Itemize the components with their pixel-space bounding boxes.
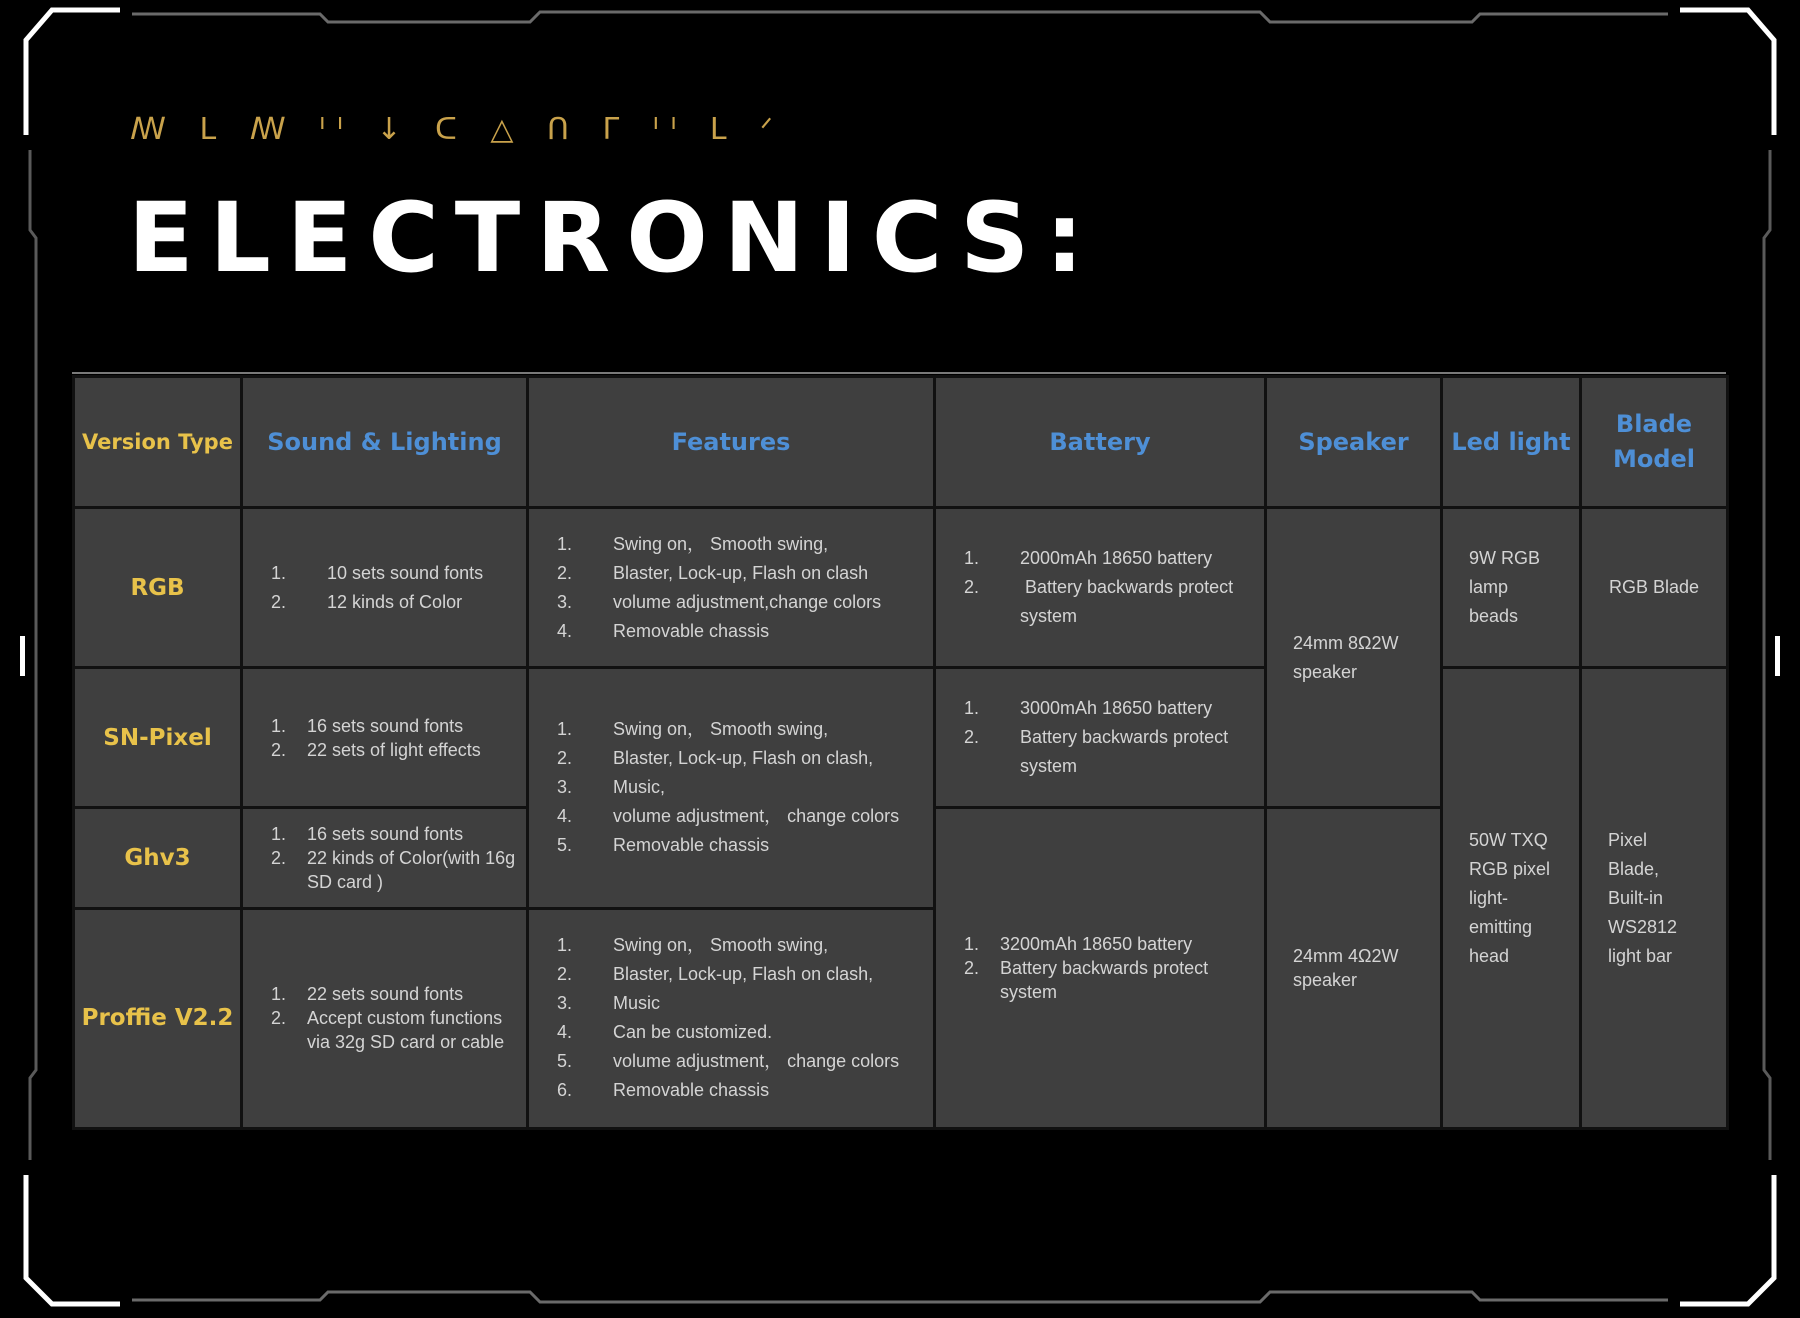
list-item: 2. Battery backwards protect system [964,727,1234,777]
battery-sn-pixel [935,668,1266,808]
list-item: 1. 16 sets sound fonts [271,715,464,736]
version-sn-pixel: SN-Pixel [74,668,242,808]
list-item: 1. 22 sets sound fonts [271,984,464,1005]
list-item: 6. Removable chassis [557,1080,770,1101]
list-item: 1. 10 sets sound fonts [271,562,484,583]
battery-bottom [935,808,1266,1129]
list-item: 2. Accept custom functions via 32g SD card or cable [271,1008,508,1053]
list-item: 3. volume adjustment,change colors [557,591,882,612]
list-item: 2. 22 sets of light effects [271,739,481,760]
version-rgb: RGB [74,508,242,668]
electronics-spec-table [72,375,1729,1130]
list-item: 2. 12 kinds of Color [271,591,463,612]
header-version-type: Version Type [74,377,242,508]
list-item: 2. Battery backwards protect system [964,958,1214,1003]
list-item: 1. Swing on， Smooth swing, [557,935,829,956]
header-battery: Battery [935,377,1266,508]
list-item: 1. Swing on， Smooth swing, [557,533,829,554]
features-pixel-ghv3 [528,668,935,908]
version-ghv3: Ghv3 [74,808,242,908]
page-title: ELECTRONICS: [128,182,1100,294]
sound-sn-pixel [242,668,528,808]
list-item: 3. Music [557,993,661,1014]
sound-rgb [242,508,528,668]
list-item: 2. Blaster, Lock-up, Flash on clash [557,562,869,583]
list-item: 3. Music, [557,777,666,798]
table-top-rule [72,372,1726,374]
list-item: 2. Blaster, Lock-up, Flash on clash, [557,964,874,985]
list-item: 1. Swing on， Smooth swing, [557,719,829,740]
sound-ghv3 [242,808,528,908]
list-item: 5. Removable chassis [557,835,770,856]
list-item: 5. volume adjustment， change colors [557,1051,900,1072]
header-blade-model: Blade Model [1581,377,1728,508]
list-item: 4. Can be customized. [557,1022,773,1043]
led-rgb: 9W RGB lamp beads [1442,508,1581,668]
header-speaker: Speaker [1266,377,1442,508]
table-row [74,508,1728,668]
header-sound-lighting: Sound & Lighting [242,377,528,508]
sound-proffie [242,908,528,1128]
list-item: 1. 3000mAh 18650 battery [964,698,1213,719]
features-rgb [528,508,935,668]
list-item: 4. volume adjustment， change colors [557,806,900,827]
battery-rgb [935,508,1266,668]
blade-bottom: Pixel Blade, Built-in WS2812 light bar [1581,668,1728,1129]
table-row [74,668,1728,808]
speaker-bottom: 24mm 4Ω2W speaker [1266,808,1442,1129]
table-header-row [74,377,1728,508]
list-item: 2. Battery backwards protect system [964,577,1239,627]
blade-rgb: RGB Blade [1581,508,1728,668]
speaker-top: 24mm 8Ω2W speaker [1266,508,1442,808]
alien-glyph-line: ꟿ ᒪ ꟿ ᑊᑊ ↓ ᑕ △ ᑎ ᒥ ᑊᑊ ᒪ ᐟ [130,112,785,147]
list-item: 1. 2000mAh 18650 battery [964,548,1213,569]
features-proffie [528,908,935,1128]
header-features: Features [528,377,935,508]
header-led-light: Led light [1442,377,1581,508]
list-item: 4. Removable chassis [557,620,770,641]
list-item: 2. Blaster, Lock-up, Flash on clash, [557,748,874,769]
list-item: 2. 22 kinds of Color(with 16g SD card ) [271,848,521,893]
led-bottom: 50W TXQ RGB pixel light-emitting head [1442,668,1581,1129]
version-proffie: Proffie V2.2 [74,908,242,1128]
list-item: 1. 3200mAh 18650 battery [964,934,1193,955]
list-item: 1. 16 sets sound fonts [271,824,464,845]
